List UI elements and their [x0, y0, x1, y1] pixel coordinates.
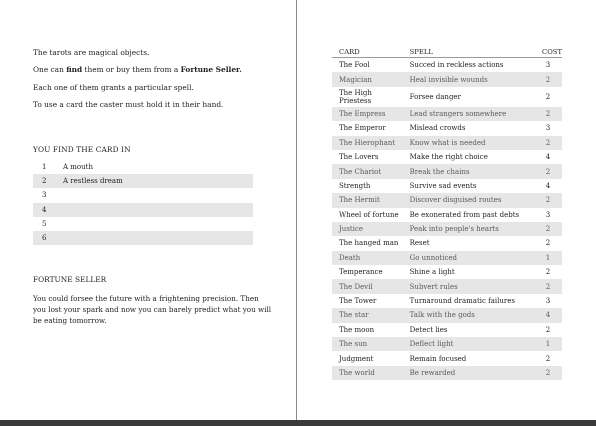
card-spell: Know what is needed	[403, 136, 534, 150]
table-row	[332, 193, 562, 207]
find-card-list	[33, 160, 253, 245]
card-cost: 3	[545, 297, 551, 306]
cards-header-row	[332, 46, 562, 58]
find-row	[33, 174, 253, 188]
table-row	[332, 251, 562, 265]
card-name: The High Priestess	[339, 88, 372, 105]
card-name: The Chariot	[332, 164, 403, 178]
spell-column-header: SPELL	[403, 46, 534, 58]
card-spell: Go unnoticed	[403, 251, 534, 265]
card-cost: 1	[534, 251, 562, 265]
table-row	[332, 179, 562, 193]
card-name: The star	[332, 308, 403, 322]
find-card-title: YOU FIND THE CARD IN	[33, 145, 131, 154]
find-row	[33, 203, 253, 217]
card-cost: 2	[545, 354, 551, 363]
cost-column-header: COST	[534, 46, 562, 58]
table-row	[332, 164, 562, 178]
card-column-header: CARD	[332, 46, 403, 58]
card-cost: 2	[534, 72, 562, 86]
card-spell: Shine a light	[409, 268, 455, 277]
card-name: Justice	[332, 222, 403, 236]
find-row-number: 3	[42, 191, 47, 200]
card-cost: 4	[545, 153, 551, 162]
table-row	[332, 121, 562, 135]
card-cost: 4	[545, 181, 551, 190]
cards-table	[332, 46, 562, 380]
card-spell: Heal invisible wounds	[403, 72, 534, 86]
card-cost: 2	[545, 268, 551, 277]
table-row	[332, 351, 562, 365]
card-cost: 3	[545, 61, 551, 70]
card-name: Magician	[332, 72, 403, 86]
card-cost: 2	[534, 222, 562, 236]
card-name: The Emperor	[339, 124, 386, 133]
find-row-number: 6	[42, 234, 47, 243]
intro-line-2-mid: them or buy them from a	[82, 65, 181, 75]
card-cost: 2	[534, 136, 562, 150]
card-spell: Reset	[409, 239, 430, 248]
bottom-bar	[0, 420, 596, 426]
card-cost: 2	[545, 92, 551, 101]
card-name: The world	[332, 366, 403, 380]
card-name: The Hierophant	[332, 136, 403, 150]
intro-line-4: To use a card the caster must hold it in their hand.	[33, 100, 224, 110]
table-row	[332, 236, 562, 250]
table-row	[332, 72, 562, 86]
fortune-seller-title: FORTUNE SELLER	[33, 275, 107, 284]
card-spell: Discover disguised routes	[403, 193, 534, 207]
card-spell: Deflect light	[403, 337, 534, 351]
intro-find-bold: find	[66, 65, 83, 75]
card-name: Judgment	[339, 354, 374, 363]
table-row	[332, 87, 562, 107]
card-spell: Break the chains	[403, 164, 534, 178]
table-row	[332, 294, 562, 308]
card-spell: Survive sad events	[409, 181, 477, 190]
fortune-seller-text: You could forsee the future with a frightening precision. Then you lost your spark and now you can barely predict what you will be eating tomorrow.	[33, 294, 272, 325]
card-spell: Be exonerated from past debts	[409, 210, 520, 219]
table-row	[332, 136, 562, 150]
table-row	[332, 150, 562, 164]
find-row-number: 5	[42, 219, 47, 228]
card-name: The moon	[339, 325, 375, 334]
table-row	[332, 208, 562, 222]
card-cost: 2	[534, 164, 562, 178]
card-spell: Detect lies	[409, 325, 448, 334]
card-spell: Subvert rules	[403, 279, 534, 293]
table-row	[332, 265, 562, 279]
card-cost: 3	[545, 210, 551, 219]
table-row	[332, 107, 562, 121]
card-spell: Turnaround dramatic failures	[409, 297, 515, 306]
card-spell: Mislead crowds	[409, 124, 466, 133]
find-row-number: 2	[42, 177, 47, 186]
card-cost: 2	[534, 193, 562, 207]
card-cost: 2	[534, 107, 562, 121]
left-page	[0, 0, 296, 420]
find-row-text: A restless dream	[63, 177, 123, 186]
intro-line-1: The tarots are magical objects.	[33, 48, 150, 57]
card-cost: 2	[534, 366, 562, 380]
card-cost: 2	[545, 239, 551, 248]
card-cost: 4	[534, 308, 562, 322]
table-row	[332, 58, 562, 73]
table-row	[332, 222, 562, 236]
card-name: The Devil	[332, 279, 403, 293]
card-name: Strength	[339, 181, 371, 190]
card-spell: Talk with the gods	[403, 308, 534, 322]
card-spell: Succed in reckless actions	[409, 61, 504, 70]
table-row	[332, 337, 562, 351]
card-spell: Make the right choice	[409, 153, 488, 162]
card-name: The Empress	[332, 107, 403, 121]
card-name: The Lovers	[339, 153, 379, 162]
card-name: Temperance	[339, 268, 383, 277]
card-name: The hanged man	[339, 239, 399, 248]
card-name: The Hermit	[332, 193, 403, 207]
find-row	[33, 231, 253, 245]
card-spell: Forsee danger	[409, 92, 461, 101]
card-name: Death	[332, 251, 403, 265]
find-row	[33, 188, 253, 202]
card-spell: Lead strangers somewhere	[403, 107, 534, 121]
card-name: Wheel of fortune	[339, 210, 399, 219]
find-row	[33, 217, 253, 231]
card-spell: Be rewarded	[403, 366, 534, 380]
card-spell: Peak into people's hearts	[403, 222, 534, 236]
card-name: The sun	[332, 337, 403, 351]
card-cost: 1	[534, 337, 562, 351]
card-name: The Tower	[339, 297, 377, 306]
table-row	[332, 308, 562, 322]
intro-text	[33, 47, 283, 117]
intro-line-2-prefix: One can	[33, 65, 67, 75]
intro-line-2	[33, 64, 283, 75]
table-row	[332, 279, 562, 293]
find-row-text: A mouth	[63, 163, 93, 172]
table-row	[332, 323, 562, 337]
table-row	[332, 366, 562, 380]
intro-fortune-seller-bold: Fortune Seller.	[180, 65, 242, 75]
card-cost: 2	[534, 279, 562, 293]
card-spell: Remain focused	[409, 354, 467, 363]
card-cost: 3	[545, 124, 551, 133]
card-name: The Fool	[339, 61, 370, 70]
find-row	[33, 160, 253, 174]
card-cost: 2	[545, 325, 551, 334]
intro-line-3: Each one of them grants a particular spell.	[33, 82, 194, 92]
find-row-number: 4	[42, 205, 47, 214]
find-row-number: 1	[42, 163, 47, 172]
